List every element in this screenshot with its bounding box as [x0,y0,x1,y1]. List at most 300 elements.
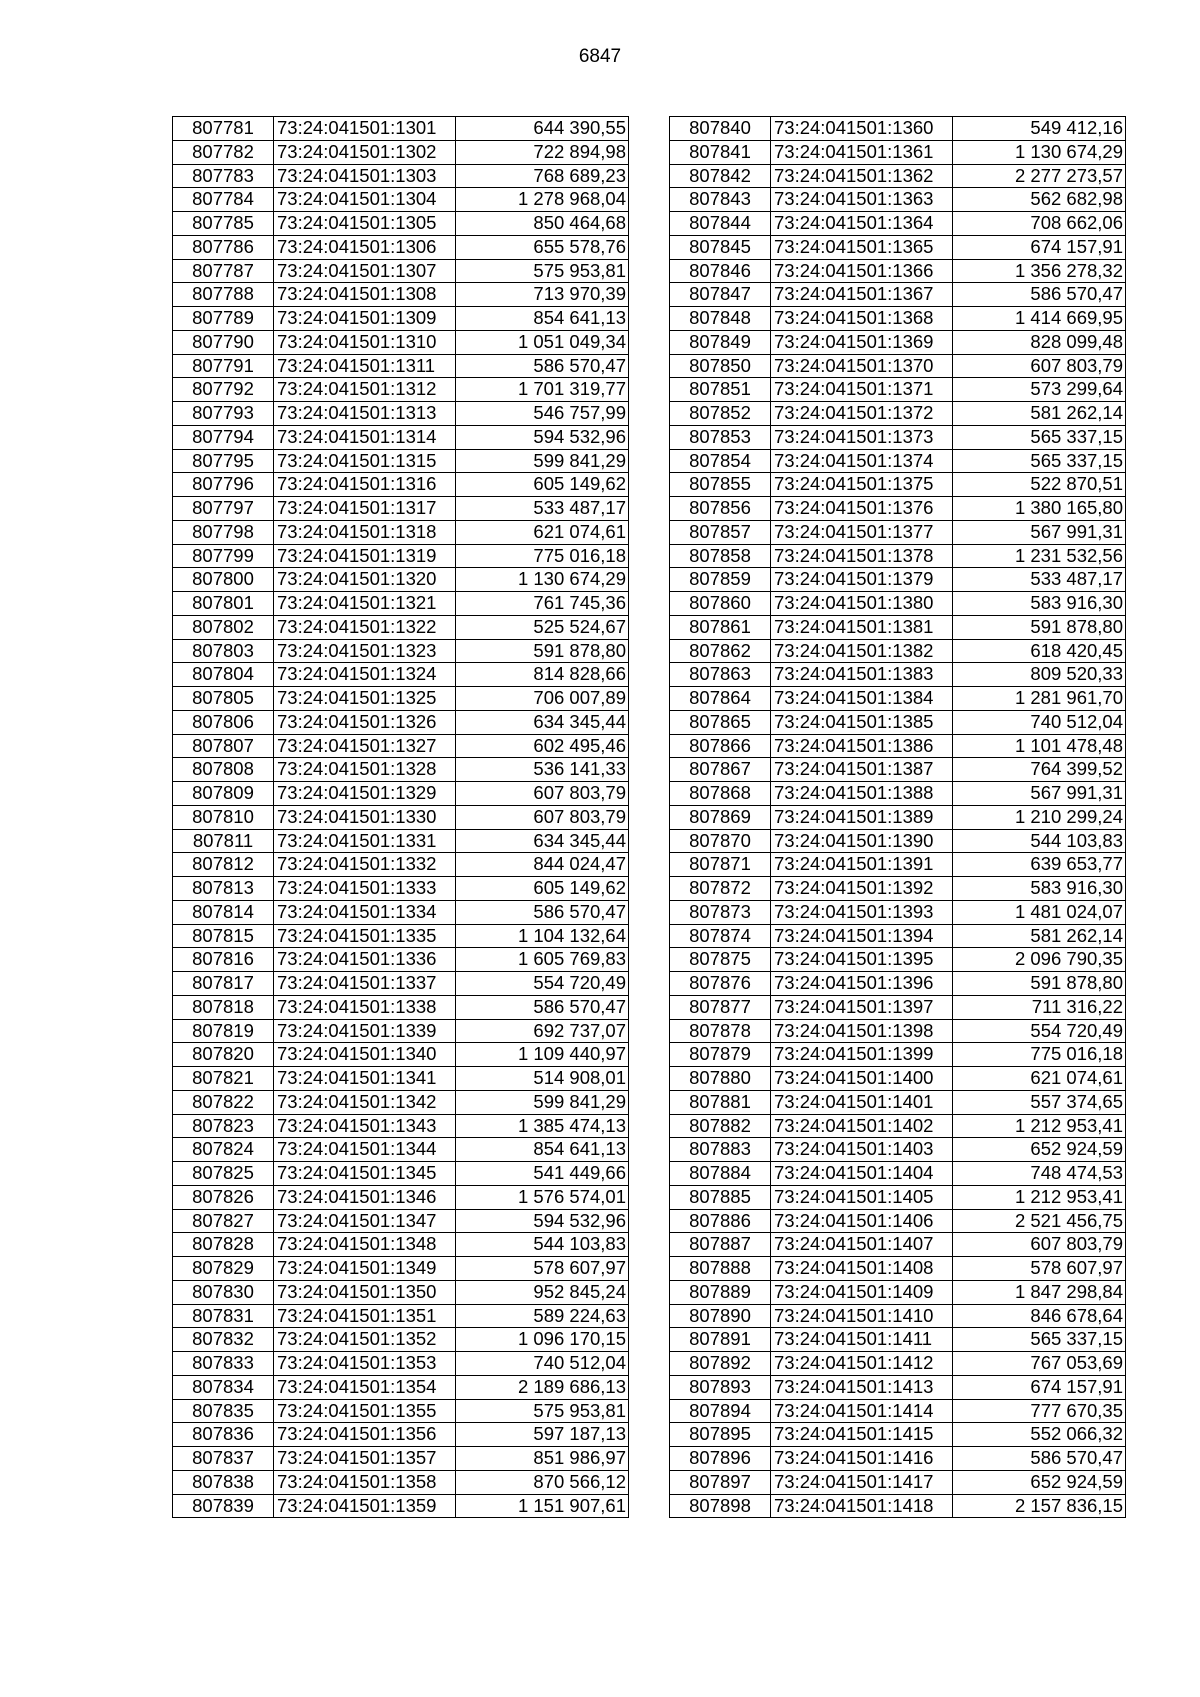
value-cell: 591 878,80 [456,639,629,663]
value-cell: 565 337,15 [953,1328,1126,1352]
table-row [173,1399,629,1423]
row-number-cell: 807874 [670,924,771,948]
row-number-cell: 807783 [173,164,274,188]
table-row [670,1447,1126,1471]
table-row [173,235,629,259]
cadastral-number-cell: 73:24:041501:1336 [274,948,456,972]
cadastral-number-cell: 73:24:041501:1392 [771,877,953,901]
value-cell: 554 720,49 [953,1019,1126,1043]
cadastral-number-cell: 73:24:041501:1308 [274,283,456,307]
table-row [173,1375,629,1399]
cadastral-number-cell: 73:24:041501:1371 [771,378,953,402]
value-cell: 533 487,17 [953,568,1126,592]
value-cell: 639 653,77 [953,853,1126,877]
value-cell: 621 074,61 [953,1067,1126,1091]
table-row [670,235,1126,259]
value-cell: 1 104 132,64 [456,924,629,948]
value-cell: 870 566,12 [456,1470,629,1494]
value-cell: 1 212 953,41 [953,1114,1126,1138]
row-number-cell: 807790 [173,330,274,354]
value-cell: 844 024,47 [456,853,629,877]
row-number-cell: 807882 [670,1114,771,1138]
value-cell: 768 689,23 [456,164,629,188]
value-cell: 1 281 961,70 [953,687,1126,711]
row-number-cell: 807804 [173,663,274,687]
value-cell: 2 157 836,15 [953,1494,1126,1518]
value-cell: 586 570,47 [456,995,629,1019]
cadastral-number-cell: 73:24:041501:1412 [771,1352,953,1376]
table-row [670,425,1126,449]
row-number-cell: 807784 [173,188,274,212]
row-number-cell: 807875 [670,948,771,972]
row-number-cell: 807896 [670,1447,771,1471]
table-row [670,1257,1126,1281]
row-number-cell: 807885 [670,1185,771,1209]
value-cell: 674 157,91 [953,235,1126,259]
table-row [670,1209,1126,1233]
row-number-cell: 807811 [173,829,274,853]
row-number-cell: 807863 [670,663,771,687]
row-number-cell: 807887 [670,1233,771,1257]
cadastral-number-cell: 73:24:041501:1325 [274,687,456,711]
row-number-cell: 807827 [173,1209,274,1233]
cadastral-number-cell: 73:24:041501:1348 [274,1233,456,1257]
cadastral-number-cell: 73:24:041501:1331 [274,829,456,853]
value-cell: 605 149,62 [456,473,629,497]
cadastral-number-cell: 73:24:041501:1352 [274,1328,456,1352]
table-row [173,972,629,996]
row-number-cell: 807806 [173,710,274,734]
table-row [173,710,629,734]
row-number-cell: 807860 [670,592,771,616]
value-cell: 850 464,68 [456,212,629,236]
value-cell: 607 803,79 [456,805,629,829]
cadastral-number-cell: 73:24:041501:1306 [274,235,456,259]
row-number-cell: 807842 [670,164,771,188]
table-row [173,782,629,806]
cadastral-number-cell: 73:24:041501:1350 [274,1280,456,1304]
cadastral-number-cell: 73:24:041501:1314 [274,425,456,449]
table-row [173,425,629,449]
cadastral-number-cell: 73:24:041501:1342 [274,1090,456,1114]
row-number-cell: 807830 [173,1280,274,1304]
value-cell: 565 337,15 [953,449,1126,473]
cadastral-number-cell: 73:24:041501:1311 [274,354,456,378]
table-row [173,283,629,307]
cadastral-number-cell: 73:24:041501:1402 [771,1114,953,1138]
table-row [173,995,629,1019]
table-row [670,663,1126,687]
table-row [173,164,629,188]
cadastral-number-cell: 73:24:041501:1307 [274,259,456,283]
value-cell: 1 051 049,34 [456,330,629,354]
value-cell: 586 570,47 [953,283,1126,307]
row-number-cell: 807820 [173,1043,274,1067]
table-row [173,449,629,473]
cadastral-number-cell: 73:24:041501:1310 [274,330,456,354]
value-cell: 581 262,14 [953,402,1126,426]
table-row [173,853,629,877]
table-row [173,1138,629,1162]
row-number-cell: 807872 [670,877,771,901]
cadastral-number-cell: 73:24:041501:1394 [771,924,953,948]
row-number-cell: 807819 [173,1019,274,1043]
table-row [173,829,629,853]
value-cell: 607 803,79 [953,354,1126,378]
table-row [670,853,1126,877]
row-number-cell: 807833 [173,1352,274,1376]
table-row [670,948,1126,972]
row-number-cell: 807812 [173,853,274,877]
row-number-cell: 807864 [670,687,771,711]
table-row [670,1233,1126,1257]
value-cell: 652 924,59 [953,1470,1126,1494]
cadastral-number-cell: 73:24:041501:1376 [771,497,953,521]
cadastral-number-cell: 73:24:041501:1347 [274,1209,456,1233]
cadastral-number-cell: 73:24:041501:1315 [274,449,456,473]
register-table-right [669,116,1126,1518]
row-number-cell: 807844 [670,212,771,236]
row-number-cell: 807878 [670,1019,771,1043]
cadastral-number-cell: 73:24:041501:1387 [771,758,953,782]
value-cell: 708 662,06 [953,212,1126,236]
value-cell: 674 157,91 [953,1375,1126,1399]
value-cell: 1 096 170,15 [456,1328,629,1352]
value-cell: 851 986,97 [456,1447,629,1471]
cadastral-number-cell: 73:24:041501:1391 [771,853,953,877]
cadastral-number-cell: 73:24:041501:1385 [771,710,953,734]
cadastral-number-cell: 73:24:041501:1356 [274,1423,456,1447]
table-row [173,330,629,354]
value-cell: 1 356 278,32 [953,259,1126,283]
row-number-cell: 807893 [670,1375,771,1399]
value-cell: 541 449,66 [456,1162,629,1186]
value-cell: 652 924,59 [953,1138,1126,1162]
table-row [173,734,629,758]
value-cell: 578 607,97 [456,1257,629,1281]
row-number-cell: 807876 [670,972,771,996]
table-row [670,520,1126,544]
value-cell: 567 991,31 [953,520,1126,544]
cadastral-number-cell: 73:24:041501:1320 [274,568,456,592]
row-number-cell: 807803 [173,639,274,663]
row-number-cell: 807814 [173,900,274,924]
value-cell: 522 870,51 [953,473,1126,497]
table-row [173,1209,629,1233]
row-number-cell: 807828 [173,1233,274,1257]
table-row [173,1019,629,1043]
table-row [173,259,629,283]
table-row [670,710,1126,734]
cadastral-number-cell: 73:24:041501:1381 [771,615,953,639]
table-row [173,473,629,497]
cadastral-number-cell: 73:24:041501:1323 [274,639,456,663]
row-number-cell: 807781 [173,117,274,141]
value-cell: 1 576 574,01 [456,1185,629,1209]
value-cell: 1 212 953,41 [953,1185,1126,1209]
value-cell: 605 149,62 [456,877,629,901]
table-row [670,615,1126,639]
cadastral-number-cell: 73:24:041501:1365 [771,235,953,259]
row-number-cell: 807856 [670,497,771,521]
row-number-cell: 807791 [173,354,274,378]
table-row [173,663,629,687]
value-cell: 854 641,13 [456,1138,629,1162]
table-row [173,1185,629,1209]
table-row [670,283,1126,307]
value-cell: 1 385 474,13 [456,1114,629,1138]
value-cell: 748 474,53 [953,1162,1126,1186]
row-number-cell: 807786 [173,235,274,259]
table-row [173,1423,629,1447]
table-row [173,877,629,901]
row-number-cell: 807808 [173,758,274,782]
row-number-cell: 807787 [173,259,274,283]
row-number-cell: 807823 [173,1114,274,1138]
cadastral-number-cell: 73:24:041501:1326 [274,710,456,734]
table-row [670,164,1126,188]
row-number-cell: 807848 [670,307,771,331]
cadastral-number-cell: 73:24:041501:1337 [274,972,456,996]
row-number-cell: 807788 [173,283,274,307]
row-number-cell: 807809 [173,782,274,806]
value-cell: 1 605 769,83 [456,948,629,972]
value-cell: 761 745,36 [456,592,629,616]
table-row [173,140,629,164]
value-cell: 740 512,04 [953,710,1126,734]
table-row [670,782,1126,806]
cadastral-number-cell: 73:24:041501:1397 [771,995,953,1019]
value-cell: 711 316,22 [953,995,1126,1019]
table-row [670,497,1126,521]
row-number-cell: 807826 [173,1185,274,1209]
table-row [670,330,1126,354]
value-cell: 1 701 319,77 [456,378,629,402]
value-cell: 777 670,35 [953,1399,1126,1423]
table-row [670,1162,1126,1186]
table-row [670,1280,1126,1304]
cadastral-number-cell: 73:24:041501:1398 [771,1019,953,1043]
value-cell: 814 828,66 [456,663,629,687]
row-number-cell: 807815 [173,924,274,948]
table-row [670,734,1126,758]
row-number-cell: 807865 [670,710,771,734]
cadastral-number-cell: 73:24:041501:1341 [274,1067,456,1091]
cadastral-number-cell: 73:24:041501:1409 [771,1280,953,1304]
cadastral-number-cell: 73:24:041501:1380 [771,592,953,616]
row-number-cell: 807852 [670,402,771,426]
row-number-cell: 807839 [173,1494,274,1518]
row-number-cell: 807816 [173,948,274,972]
value-cell: 2 277 273,57 [953,164,1126,188]
row-number-cell: 807850 [670,354,771,378]
cadastral-number-cell: 73:24:041501:1305 [274,212,456,236]
row-number-cell: 807841 [670,140,771,164]
table-row [173,402,629,426]
table-row [670,1067,1126,1091]
value-cell: 1 101 478,48 [953,734,1126,758]
row-number-cell: 807843 [670,188,771,212]
cadastral-number-cell: 73:24:041501:1384 [771,687,953,711]
row-number-cell: 807795 [173,449,274,473]
row-number-cell: 807849 [670,330,771,354]
row-number-cell: 807797 [173,497,274,521]
row-number-cell: 807867 [670,758,771,782]
cadastral-number-cell: 73:24:041501:1404 [771,1162,953,1186]
cadastral-number-cell: 73:24:041501:1408 [771,1257,953,1281]
value-cell: 514 908,01 [456,1067,629,1091]
table-row [173,805,629,829]
cadastral-number-cell: 73:24:041501:1312 [274,378,456,402]
row-number-cell: 807854 [670,449,771,473]
cadastral-number-cell: 73:24:041501:1377 [771,520,953,544]
value-cell: 525 524,67 [456,615,629,639]
cadastral-number-cell: 73:24:041501:1344 [274,1138,456,1162]
value-cell: 594 532,96 [456,425,629,449]
table-row [670,1494,1126,1518]
cadastral-number-cell: 73:24:041501:1407 [771,1233,953,1257]
cadastral-number-cell: 73:24:041501:1339 [274,1019,456,1043]
table-row [173,354,629,378]
cadastral-number-cell: 73:24:041501:1415 [771,1423,953,1447]
row-number-cell: 807855 [670,473,771,497]
value-cell: 583 916,30 [953,877,1126,901]
value-cell: 575 953,81 [456,1399,629,1423]
table-row [670,544,1126,568]
row-number-cell: 807805 [173,687,274,711]
row-number-cell: 807794 [173,425,274,449]
row-number-cell: 807824 [173,1138,274,1162]
row-number-cell: 807851 [670,378,771,402]
table-row [670,805,1126,829]
row-number-cell: 807884 [670,1162,771,1186]
table-row [173,497,629,521]
table-row [670,1185,1126,1209]
cadastral-number-cell: 73:24:041501:1370 [771,354,953,378]
cadastral-number-cell: 73:24:041501:1401 [771,1090,953,1114]
row-number-cell: 807879 [670,1043,771,1067]
cadastral-number-cell: 73:24:041501:1330 [274,805,456,829]
value-cell: 544 103,83 [953,829,1126,853]
value-cell: 2 521 456,75 [953,1209,1126,1233]
value-cell: 557 374,65 [953,1090,1126,1114]
register-table-left [172,116,629,1518]
table-row [173,758,629,782]
value-cell: 565 337,15 [953,425,1126,449]
table-row [670,402,1126,426]
row-number-cell: 807890 [670,1304,771,1328]
row-number-cell: 807889 [670,1280,771,1304]
row-number-cell: 807858 [670,544,771,568]
row-number-cell: 807861 [670,615,771,639]
row-number-cell: 807818 [173,995,274,1019]
row-number-cell: 807796 [173,473,274,497]
cadastral-number-cell: 73:24:041501:1395 [771,948,953,972]
value-cell: 581 262,14 [953,924,1126,948]
value-cell: 722 894,98 [456,140,629,164]
value-cell: 594 532,96 [456,1209,629,1233]
row-number-cell: 807881 [670,1090,771,1114]
table-row [173,924,629,948]
cadastral-number-cell: 73:24:041501:1317 [274,497,456,521]
table-row [173,1304,629,1328]
row-number-cell: 807835 [173,1399,274,1423]
row-number-cell: 807810 [173,805,274,829]
row-number-cell: 807871 [670,853,771,877]
cadastral-number-cell: 73:24:041501:1369 [771,330,953,354]
page-number: 6847 [578,46,622,67]
table-row [670,1114,1126,1138]
value-cell: 546 757,99 [456,402,629,426]
table-row [173,1280,629,1304]
table-row [670,378,1126,402]
value-cell: 692 737,07 [456,1019,629,1043]
table-row [670,995,1126,1019]
cadastral-number-cell: 73:24:041501:1319 [274,544,456,568]
row-number-cell: 807832 [173,1328,274,1352]
table-row [670,307,1126,331]
table-row [670,1138,1126,1162]
value-cell: 634 345,44 [456,710,629,734]
table-row [670,1399,1126,1423]
table-row [670,473,1126,497]
register-table-left-body [173,117,629,1518]
table-row [173,212,629,236]
cadastral-number-cell: 73:24:041501:1318 [274,520,456,544]
row-number-cell: 807837 [173,1447,274,1471]
table-row [670,212,1126,236]
row-number-cell: 807886 [670,1209,771,1233]
cadastral-number-cell: 73:24:041501:1358 [274,1470,456,1494]
value-cell: 599 841,29 [456,449,629,473]
table-row [173,1043,629,1067]
table-row [670,1352,1126,1376]
table-row [173,1162,629,1186]
row-number-cell: 807898 [670,1494,771,1518]
row-number-cell: 807802 [173,615,274,639]
row-number-cell: 807792 [173,378,274,402]
value-cell: 713 970,39 [456,283,629,307]
table-row [173,687,629,711]
value-cell: 2 096 790,35 [953,948,1126,972]
row-number-cell: 807785 [173,212,274,236]
table-row [670,639,1126,663]
table-row [173,1257,629,1281]
table-row [670,1423,1126,1447]
value-cell: 1 109 440,97 [456,1043,629,1067]
cadastral-number-cell: 73:24:041501:1389 [771,805,953,829]
value-cell: 554 720,49 [456,972,629,996]
table-row [670,449,1126,473]
cadastral-number-cell: 73:24:041501:1321 [274,592,456,616]
cadastral-number-cell: 73:24:041501:1383 [771,663,953,687]
value-cell: 767 053,69 [953,1352,1126,1376]
value-cell: 536 141,33 [456,758,629,782]
cadastral-number-cell: 73:24:041501:1368 [771,307,953,331]
value-cell: 618 420,45 [953,639,1126,663]
cadastral-number-cell: 73:24:041501:1357 [274,1447,456,1471]
cadastral-number-cell: 73:24:041501:1332 [274,853,456,877]
table-row [670,568,1126,592]
cadastral-number-cell: 73:24:041501:1359 [274,1494,456,1518]
table-row [173,592,629,616]
value-cell: 583 916,30 [953,592,1126,616]
table-row [173,948,629,972]
row-number-cell: 807880 [670,1067,771,1091]
table-row [670,140,1126,164]
cadastral-number-cell: 73:24:041501:1313 [274,402,456,426]
row-number-cell: 807845 [670,235,771,259]
